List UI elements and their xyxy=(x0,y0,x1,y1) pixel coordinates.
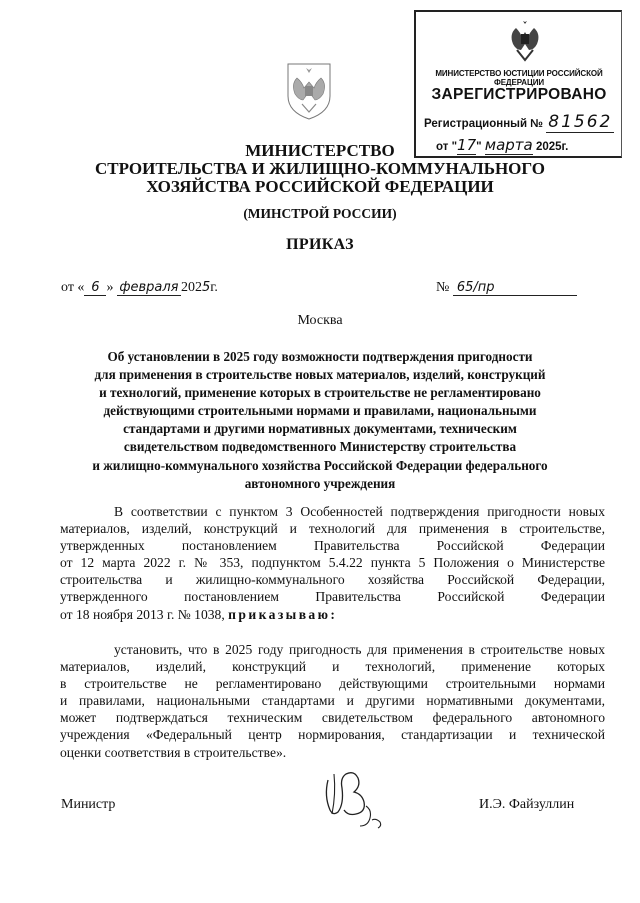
stamp-date-day: 17 xyxy=(457,136,477,154)
order-subject xyxy=(40,348,600,493)
city: Москва xyxy=(297,313,343,328)
order-date xyxy=(61,280,218,296)
stamp-date-line: от "17" марта 2025г. xyxy=(436,136,569,154)
decision-line: установить, что в 2025 году пригодность для применения в строительстве новых xyxy=(114,642,605,657)
stamp-date-year: 2025 xyxy=(535,141,562,153)
signatory-title: Министр xyxy=(61,797,116,812)
preamble-line: от 12 марта 2022 г. № 353, подпунктом 5.4.22 пункта 5 Положения о Министерстве xyxy=(60,555,605,571)
stamp-date-suffix: г. xyxy=(561,141,569,153)
order-number-value: 65/пр xyxy=(453,280,577,296)
stamp-emblem-icon xyxy=(508,20,542,64)
order-date-year-hand: 5 xyxy=(201,280,211,295)
order-date-year-prefix: 202 xyxy=(180,280,202,295)
subject-line: действующими строительными нормами и правилами, национальными xyxy=(103,403,537,419)
stamp-reg-number: 81562 xyxy=(548,112,613,132)
decision-line: оценки соответствия в строительстве». xyxy=(60,744,287,760)
subject-line: и жилищно-коммунального хозяйства Российской Федерации федерального xyxy=(92,457,548,473)
decision-line: и правилами, национальными стандартами и другими нормативными документами, xyxy=(60,693,605,709)
subject-line: для применения в строительстве новых материалов, изделий, конструкций xyxy=(94,367,546,383)
preamble-line: строительства и жилищно-коммунального хозяйства Российской Федерации, xyxy=(60,572,605,588)
preamble-line: материалов, изделий, конструкций и технологий для применения в строительстве, xyxy=(60,521,605,537)
subject-line: Об установлении в 2025 году возможности подтверждения пригодности xyxy=(107,349,533,364)
ministry-abbreviation: (МИНСТРОЙ РОССИИ) xyxy=(243,206,397,221)
preamble-line: утвержденного постановлением Правительства Российской Федерации xyxy=(60,589,605,605)
subject-line: и технологий, применение которых в строительстве не регламентировано xyxy=(99,385,541,401)
order-number-label: № xyxy=(436,280,450,295)
decision-line: материалов, изделий, конструкций и технологий, применение которых xyxy=(60,659,605,675)
stamp-date-month: марта xyxy=(484,136,533,154)
preamble-paragraph xyxy=(60,503,605,623)
ministry-title-line-3: ХОЗЯЙСТВА РОССИЙСКОЙ ФЕДЕРАЦИИ xyxy=(146,177,494,196)
stamp-date-prefix: от " xyxy=(436,141,458,153)
order-date-day: 6 xyxy=(84,280,106,296)
decision-line: может подтверждаться техническим свидетельством федерального автономного xyxy=(60,710,605,726)
order-date-mid: » xyxy=(106,280,114,295)
stamp-reg-label: Регистрационный № xyxy=(424,118,544,130)
stamp-registration-line xyxy=(424,112,620,132)
signatory-name: И.Э. Файзуллин xyxy=(479,797,575,812)
decision-line: в строительстве не регламентировано действующими строительными нормами xyxy=(60,676,605,692)
coat-of-arms-emblem xyxy=(284,60,334,122)
document-type-title: ПРИКАЗ xyxy=(286,236,354,253)
decision-paragraph xyxy=(60,641,605,761)
order-word: приказываю: xyxy=(228,606,338,622)
ministry-title-line-1: МИНИСТЕРСТВО xyxy=(245,141,395,160)
order-date-prefix: от « xyxy=(61,280,85,295)
order-number xyxy=(436,280,577,296)
preamble-line: утвержденных постановлением Правительства Российской Федерации xyxy=(60,538,605,554)
registration-stamp xyxy=(414,10,622,158)
order-date-suffix: г. xyxy=(210,280,218,295)
stamp-ministry-name: МИНИСТЕРСТВО ЮСТИЦИИ РОССИЙСКОЙ ФЕДЕРАЦИИ xyxy=(435,69,603,87)
subject-line: автономного учреждения xyxy=(244,475,396,491)
preamble-last-text: от 18 ноября 2013 г. № 1038, xyxy=(60,606,225,622)
stamp-registered-label: ЗАРЕГИСТРИРОВАНО xyxy=(431,86,607,103)
handwritten-signature xyxy=(320,766,390,832)
order-date-month: февраля xyxy=(117,280,181,296)
ministry-title-line-2: СТРОИТЕЛЬСТВА И ЖИЛИЩНО-КОММУНАЛЬНОГО xyxy=(94,159,546,178)
preamble-line-last xyxy=(60,606,605,623)
decision-line: учреждения «Федеральный центр нормирования, стандартизации и технической xyxy=(60,727,605,743)
preamble-line: В соответствии с пунктом 3 Особенностей подтверждения пригодности новых xyxy=(114,504,605,519)
subject-line: свидетельством подведомственного Министерству строительства xyxy=(123,439,517,455)
subject-line: стандартами и другими нормативных документами, техническим xyxy=(123,421,517,437)
